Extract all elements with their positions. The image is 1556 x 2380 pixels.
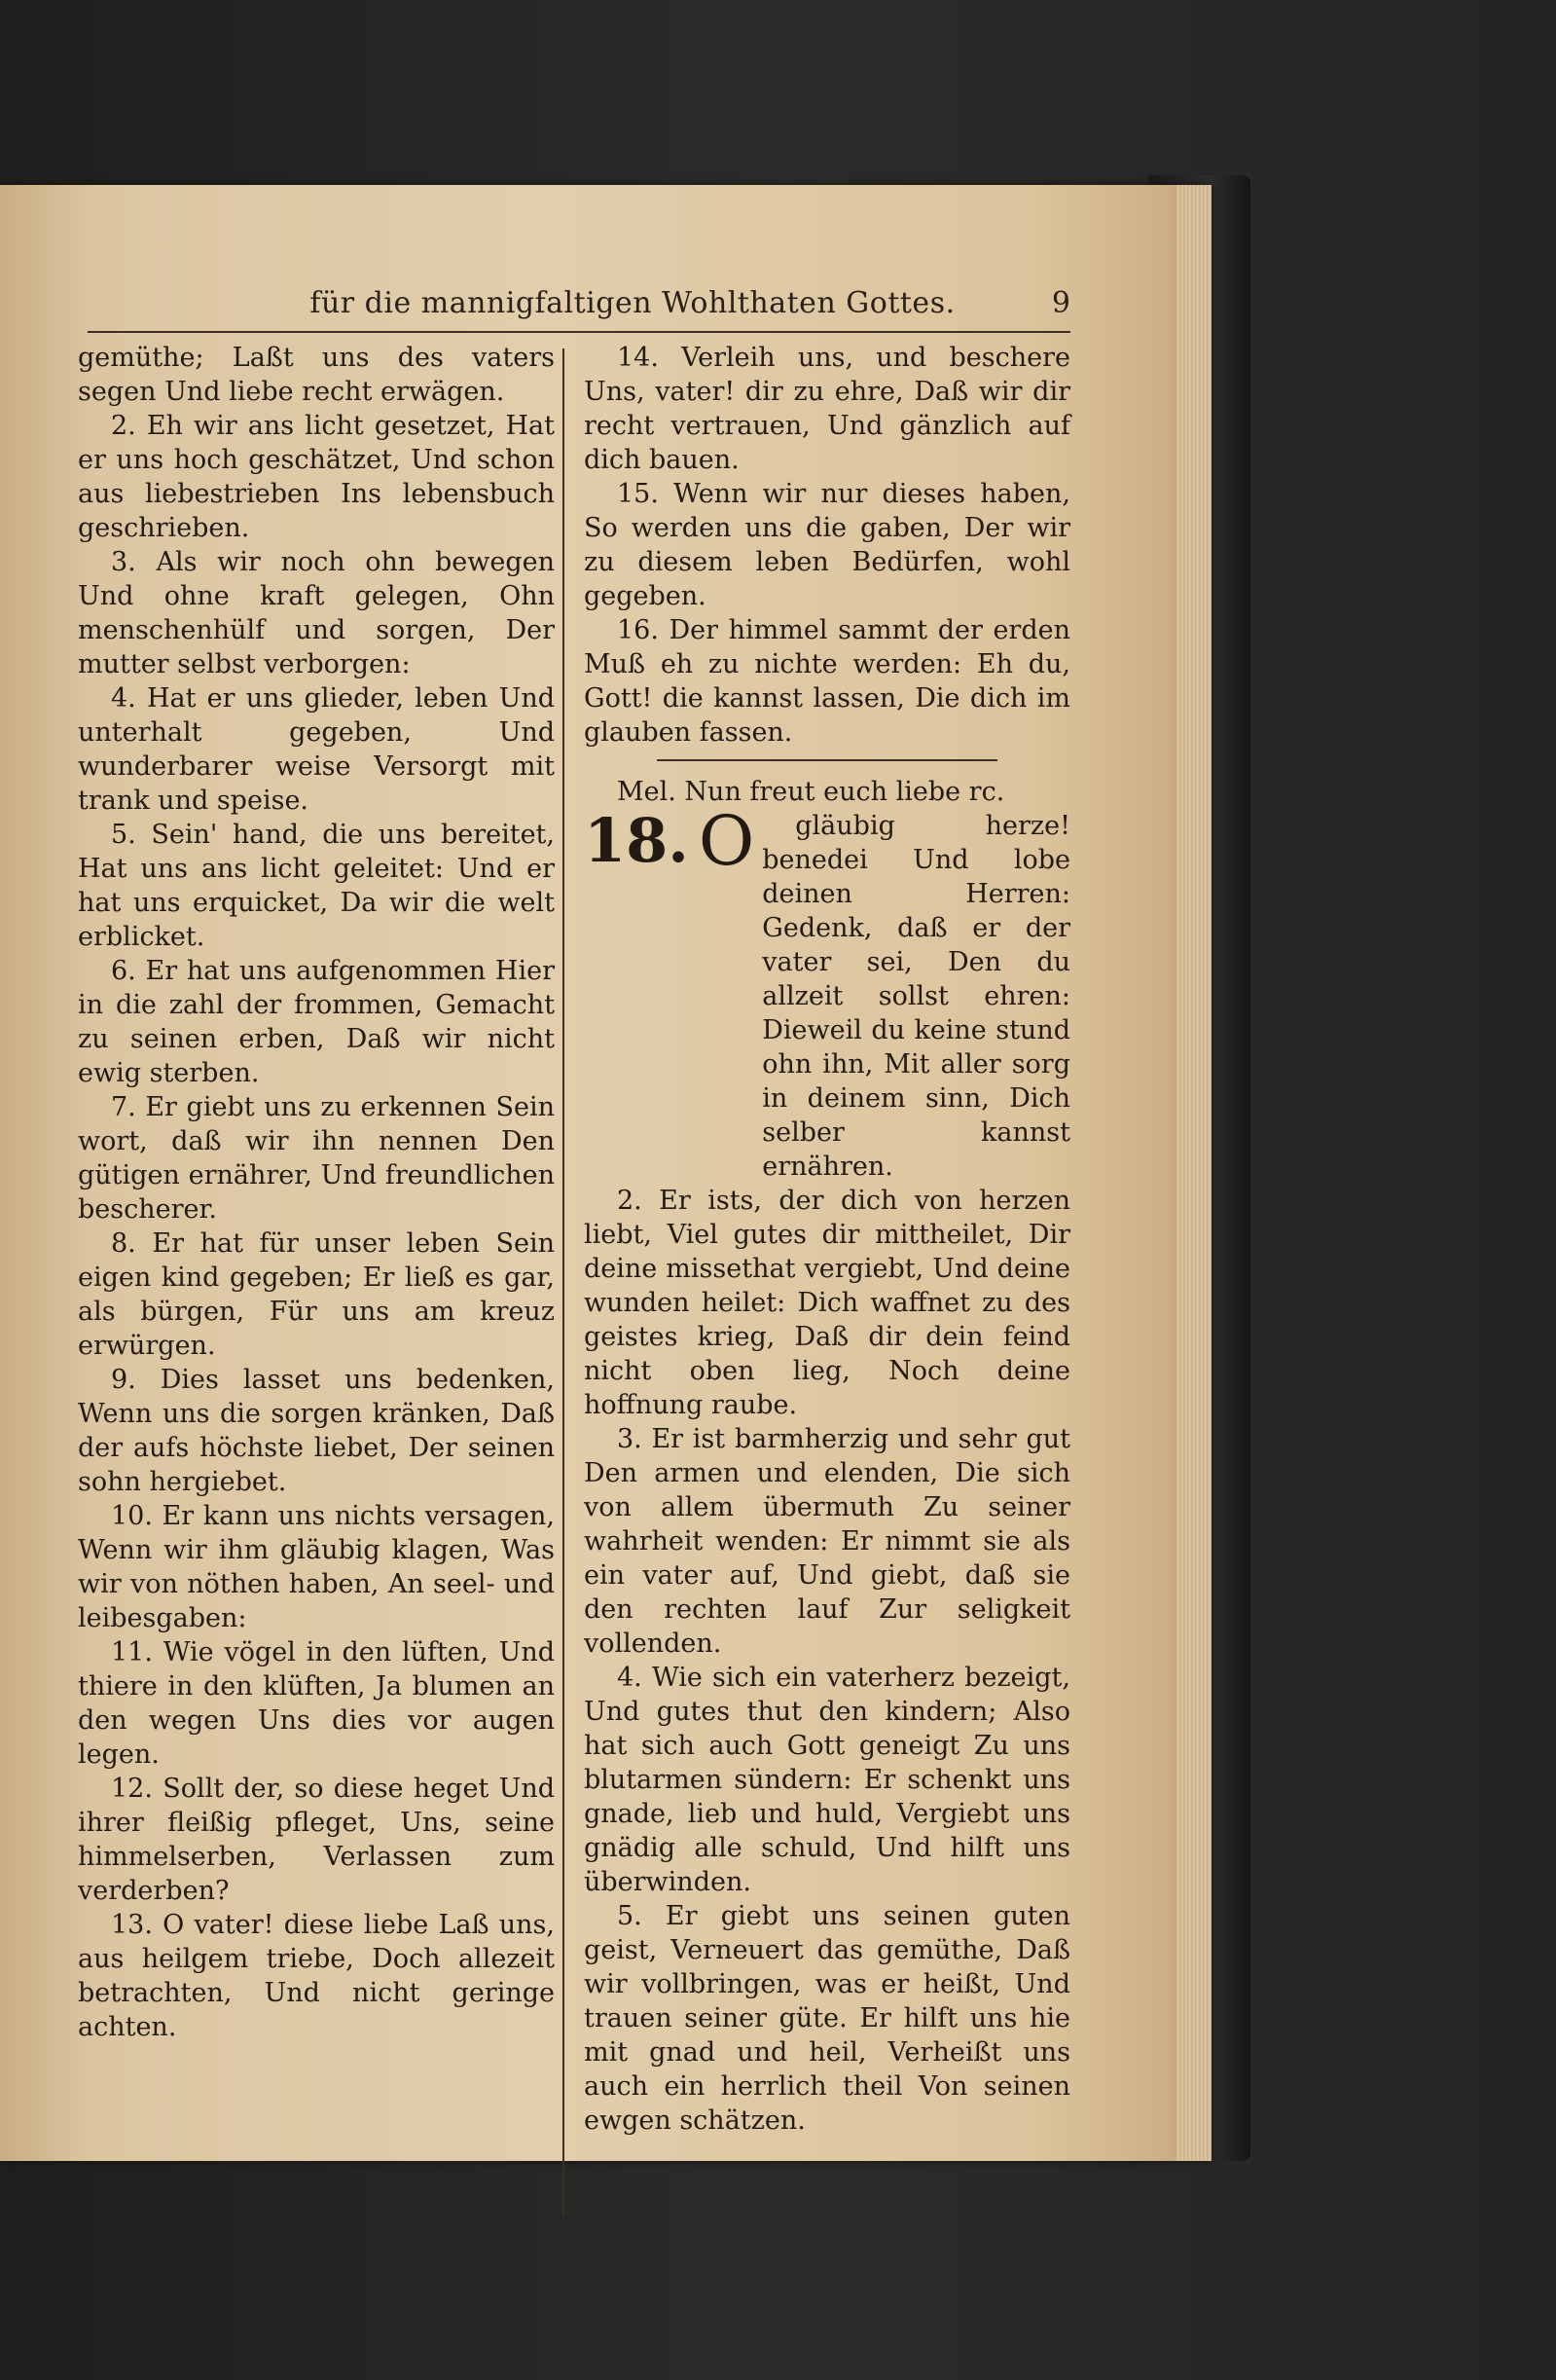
drop-cap: O	[698, 801, 755, 881]
hymn-number: 18.	[584, 805, 689, 876]
stanza: 7. Er giebt uns zu erkennen Sein wort, daß wir ihn nennen Den gütigen ernährer, Und freundlichen bescherer.	[78, 1092, 555, 1225]
hymn-18-opening	[584, 801, 1070, 1184]
stanza: 16. Der himmel sammt der erden Muß eh zu nichte werden: Eh du, Gott! die kannst lassen, Die dich im glauben fassen.	[584, 615, 1070, 748]
stanza: 14. Verleih uns, und beschere Uns, vater! dir zu ehre, Daß wir dir recht vertrauen, Und gänzlich auf dich bauen.	[584, 343, 1070, 475]
stanza: 2. Er ists, der dich von herzen liebt, Viel gutes dir mittheilet, Dir deine missethat vergiebt, Und deine wunden heilet: Dich waffnet zu des geistes krieg, Daß dir dein feind nicht oben lieg, Noch deine hoffnung raube.	[584, 1186, 1070, 1420]
page-edge	[1176, 185, 1212, 2161]
column-divider	[562, 348, 564, 2215]
stanza: 3. Er ist barmherzig und sehr gut Den armen und elenden, Die sich von allem übermuth Zu seiner wahrheit wenden: Er nimmt sie als ein vater auf, Und giebt, daß sie den rechten lauf Zur seligkeit vollenden.	[584, 1424, 1070, 1659]
stanza: 2. Eh wir ans licht gesetzet, Hat er uns hoch geschätzet, Und schon aus liebestrieben Ins lebensbuch geschrieben.	[78, 411, 555, 543]
right-column	[584, 341, 1070, 2138]
first-stanza: gläubig herze! benedei Und lobe deinen Herren: Gedenk, daß er der vater sei, Den du allzeit sollst ehren: Dieweil du keine stund ohn ihn, Mit aller sorg in deinem sinn, Dich selber kannst ernähren.	[762, 811, 1070, 1182]
stanza: 9. Dies lasset uns bedenken, Wenn uns die sorgen kränken, Daß der aufs höchste liebet, Der seinen sohn hergiebet.	[78, 1365, 555, 1497]
book-page	[0, 185, 1212, 2161]
stanza: 5. Sein' hand, die uns bereitet, Hat uns ans licht geleitet: Und er hat uns erquicket, Da wir die welt erblicket.	[78, 820, 555, 952]
stanza: 13. O vater! diese liebe Laß uns, aus heilgem triebe, Doch allezeit betrachten, Und nicht geringe achten.	[78, 1910, 555, 2042]
left-column	[78, 341, 555, 2044]
stanza: 4. Wie sich ein vaterherz bezeigt, Und gutes thut den kindern; Also hat sich auch Gott geneigt Zu uns blutarmen sündern: Er schenkt uns gnade, lieb und huld, Vergiebt uns gnädig alle schuld, Und hilft uns überwinden.	[584, 1663, 1070, 1897]
stanza: 10. Er kann uns nichts versagen, Wenn wir ihm gläubig klagen, Was wir von nöthen haben, An seel- und leibesgaben:	[78, 1501, 555, 1633]
hymn-separator	[657, 759, 997, 761]
stanza: 11. Wie vögel in den lüften, Und thiere in den klüften, Ja blumen an den wegen Uns dies vor augen legen.	[78, 1637, 555, 1770]
stanza: 5. Er giebt uns seinen guten geist, Verneuert das gemüthe, Daß wir vollbringen, was er heißt, Und trauen seiner güte. Er hilft uns hie mit gnad und heil, Verheißt uns auch ein herrlich theil Von seinen ewgen schätzen.	[584, 1901, 1070, 2136]
stanza: 4. Hat er uns glieder, leben Und unterhalt gegeben, Und wunderbarer weise Versorgt mit trank und speise.	[78, 683, 555, 816]
page-header	[88, 282, 1070, 333]
stanza: 8. Er hat für unser leben Sein eigen kind gegeben; Er ließ es gar, als bürgen, Für uns am kreuz erwürgen.	[78, 1228, 555, 1361]
stanza: 3. Als wir noch ohn bewegen Und ohne kraft gelegen, Ohn menschenhülf und sorgen, Der mutter selbst verborgen:	[78, 547, 555, 679]
stanza: 15. Wenn wir nur dieses haben, So werden uns die gaben, Der wir zu diesem leben Bedürfen, wohl gegeben.	[584, 479, 1070, 611]
page-number: 9	[1051, 286, 1070, 320]
stanza: gemüthe; Laßt uns des vaters segen Und liebe recht erwägen.	[78, 343, 555, 407]
stanza: 6. Er hat uns aufgenommen Hier in die zahl der frommen, Gemacht zu seinen erben, Daß wir nicht ewig sterben.	[78, 956, 555, 1088]
melody-line: Mel. Nun freut euch liebe rc.	[617, 777, 1005, 807]
running-head: für die mannigfaltigen Wohlthaten Gottes.	[309, 286, 956, 320]
stanza: 12. Sollt der, so diese heget Und ihrer fleißig pfleget, Uns, seine himmelserben, Verlassen zum verderben?	[78, 1774, 555, 1906]
